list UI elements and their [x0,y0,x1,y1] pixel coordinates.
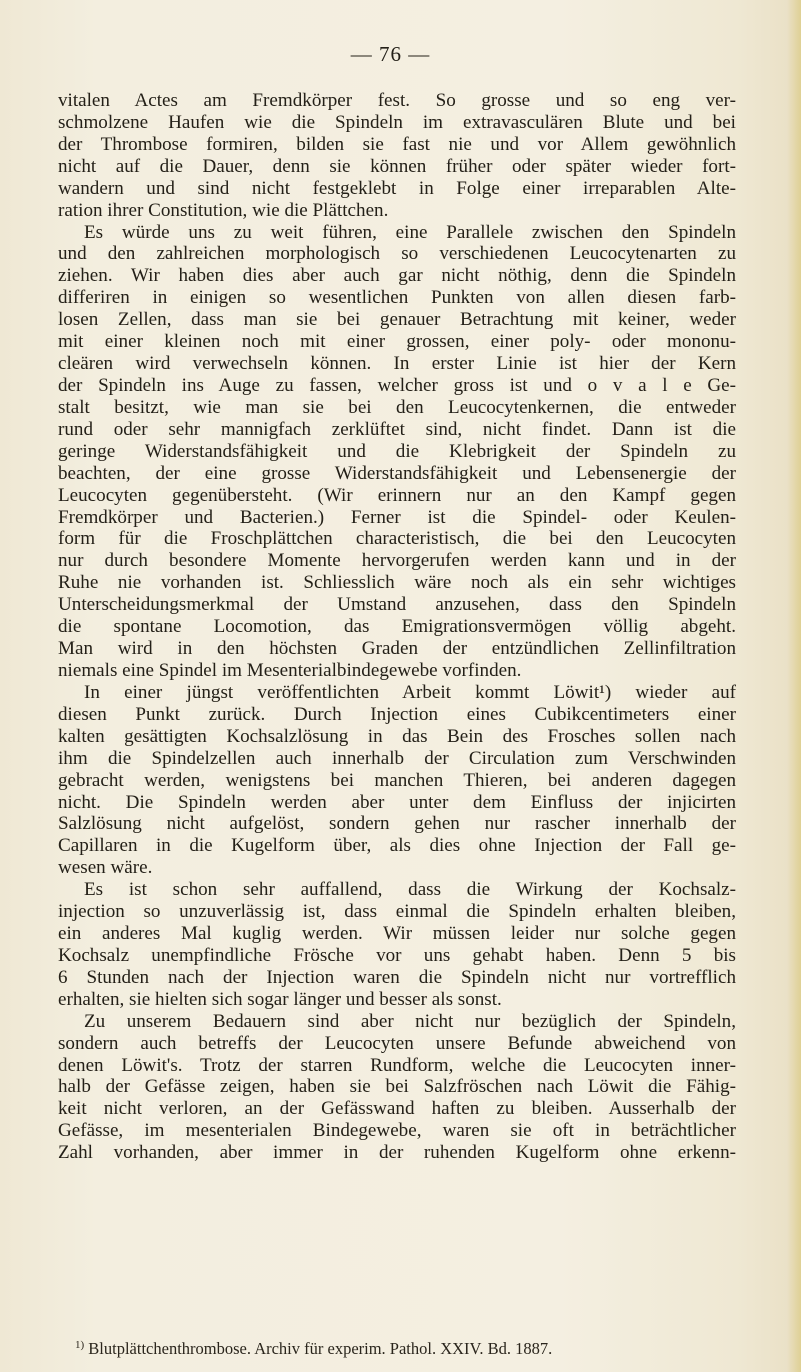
text-line: 6 Stunden nach der Injection waren die Spindeln nicht nur vortrefflich [58,966,736,988]
text-line: und den zahlreichen morphologisch so verschiedenen Leucocytenarten zu [58,243,736,265]
text-line: nicht. Die Spindeln werden aber unter dem Einfluss der injicirten [58,791,736,813]
text-line: Leucocyten gegenübersteht. (Wir erinnern nur an den Kampf gegen [58,484,736,506]
page-edge [787,0,801,1372]
text-line: sondern auch betreffs der Leucocyten unsere Befunde abweichend von [58,1032,736,1054]
text-line: der Thrombose formiren, bilden sie fast nie und vor Allem gewöhnlich [58,133,736,155]
footnote [75,1339,552,1359]
text-line: Unterscheidungsmerkmal der Umstand anzusehen, dass den Spindeln [58,594,736,616]
text-line: Capillaren in die Kugelform über, als dies ohne Injection der Fall ge- [58,835,736,857]
text-line: injection so unzuverlässig ist, dass einmal die Spindeln erhalten bleiben, [58,901,736,923]
text-line: gebracht werden, wenigstens bei manchen Thieren, bei anderen dagegen [58,769,736,791]
text-line: Zahl vorhanden, aber immer in der ruhenden Kugelform ohne erkenn- [58,1142,736,1164]
text-line: schmolzene Haufen wie die Spindeln im extravasculären Blute und bei [58,111,736,133]
text-line: ihm die Spindelzellen auch innerhalb der Circulation zum Verschwinden [58,747,736,769]
text-line: der Spindeln ins Auge zu fassen, welcher gross ist und o v a l e Ge- [58,374,736,396]
text-line: halb der Gefässe zeigen, haben sie bei Salzfröschen nach Löwit die Fähig- [58,1076,736,1098]
footnote-text: Blutplättchenthrombose. Archiv für experim. Pathol. XXIV. Bd. 1887. [84,1339,553,1358]
page-number: — 76 — [350,42,431,66]
text-line: beachten, der eine grosse Widerstandsfähigkeit und Lebensenergie der [58,462,736,484]
text-line: denen Löwit's. Trotz der starren Rundform, welche die Leucocyten inner- [58,1054,736,1076]
text-line: die spontane Locomotion, das Emigrationsvermögen völlig abgeht. [58,616,736,638]
text-line: vitalen Actes am Fremdkörper fest. So grosse und so eng ver- [58,90,736,111]
text-line: Salzlösung nicht aufgelöst, sondern gehen nur rascher innerhalb der [58,813,736,835]
text-line: Fremdkörper und Bacterien.) Ferner ist die Spindel- oder Keulen- [58,506,736,528]
text-line: niemals eine Spindel im Mesenterialbindegewebe vorfinden. [58,659,522,681]
text-line: Kochsalz unempfindliche Frösche vor uns gehabt haben. Denn 5 bis [58,944,736,966]
text-line: wesen wäre. [58,857,153,879]
text-line: Es würde uns zu weit führen, eine Parallele zwischen den Spindeln [84,221,736,243]
text-line: cleären wird verwechseln können. In erster Linie ist hier der Kern [58,353,736,375]
text-line: form für die Froschplättchen characteristisch, die bei den Leucocyten [58,528,736,550]
text-line: erhalten, sie hielten sich sogar länger und besser als sonst. [58,988,502,1010]
text-line: ziehen. Wir haben dies aber auch gar nicht nöthig, denn die Spindeln [58,265,736,287]
text-line: nicht auf die Dauer, denn sie können früher oder später wieder fort- [58,155,736,177]
text-line: wandern und sind nicht festgeklebt in Folge einer irreparablen Alte- [58,177,736,199]
body-text [58,90,736,1164]
text-line: stalt besitzt, wie man sie bei den Leucocytenkernen, die entweder [58,396,736,418]
text-line: differiren in einigen so wesentlichen Punkten von allen diesen farb- [58,287,736,309]
text-line: In einer jüngst veröffentlichten Arbeit kommt Löwit¹) wieder auf [84,681,736,703]
text-line: ein anderes Mal kuglig werden. Wir müssen leider nur solche gegen [58,923,736,945]
text-line: keit nicht verloren, an der Gefässwand haften zu bleiben. Ausserhalb der [58,1098,736,1120]
footnote-marker: 1) [75,1339,85,1351]
text-line: diesen Punkt zurück. Durch Injection eines Cubikcentimeters einer [58,703,736,725]
text-line: Zu unserem Bedauern sind aber nicht nur bezüglich der Spindeln, [84,1010,736,1032]
text-line: Ruhe nie vorhanden ist. Schliesslich wäre noch als ein sehr wichtiges [58,572,736,594]
text-line: mit einer kleinen noch mit einer grossen, einer poly- oder mononu- [58,331,736,353]
text-line: nur durch besondere Momente hervorgerufen werden kann und in der [58,550,736,572]
text-line: rund oder sehr mannigfach zerklüftet sind, nicht findet. Dann ist die [58,418,736,440]
text-line: Man wird in den höchsten Graden der entzündlichen Zellinfiltration [58,638,736,660]
text-line: geringe Widerstandsfähigkeit und die Klebrigkeit der Spindeln zu [58,440,736,462]
text-line: losen Zellen, dass man sie bei genauer Betrachtung mit keiner, weder [58,309,736,331]
text-line: kalten gesättigten Kochsalzlösung in das Bein des Frosches sollen nach [58,725,736,747]
text-line: ration ihrer Constitution, wie die Plättchen. [58,199,389,221]
text-line: Gefässe, im mesenterialen Bindegewebe, waren sie oft in beträchtlicher [58,1120,736,1142]
text-line: Es ist schon sehr auffallend, dass die Wirkung der Kochsalz- [84,879,736,901]
